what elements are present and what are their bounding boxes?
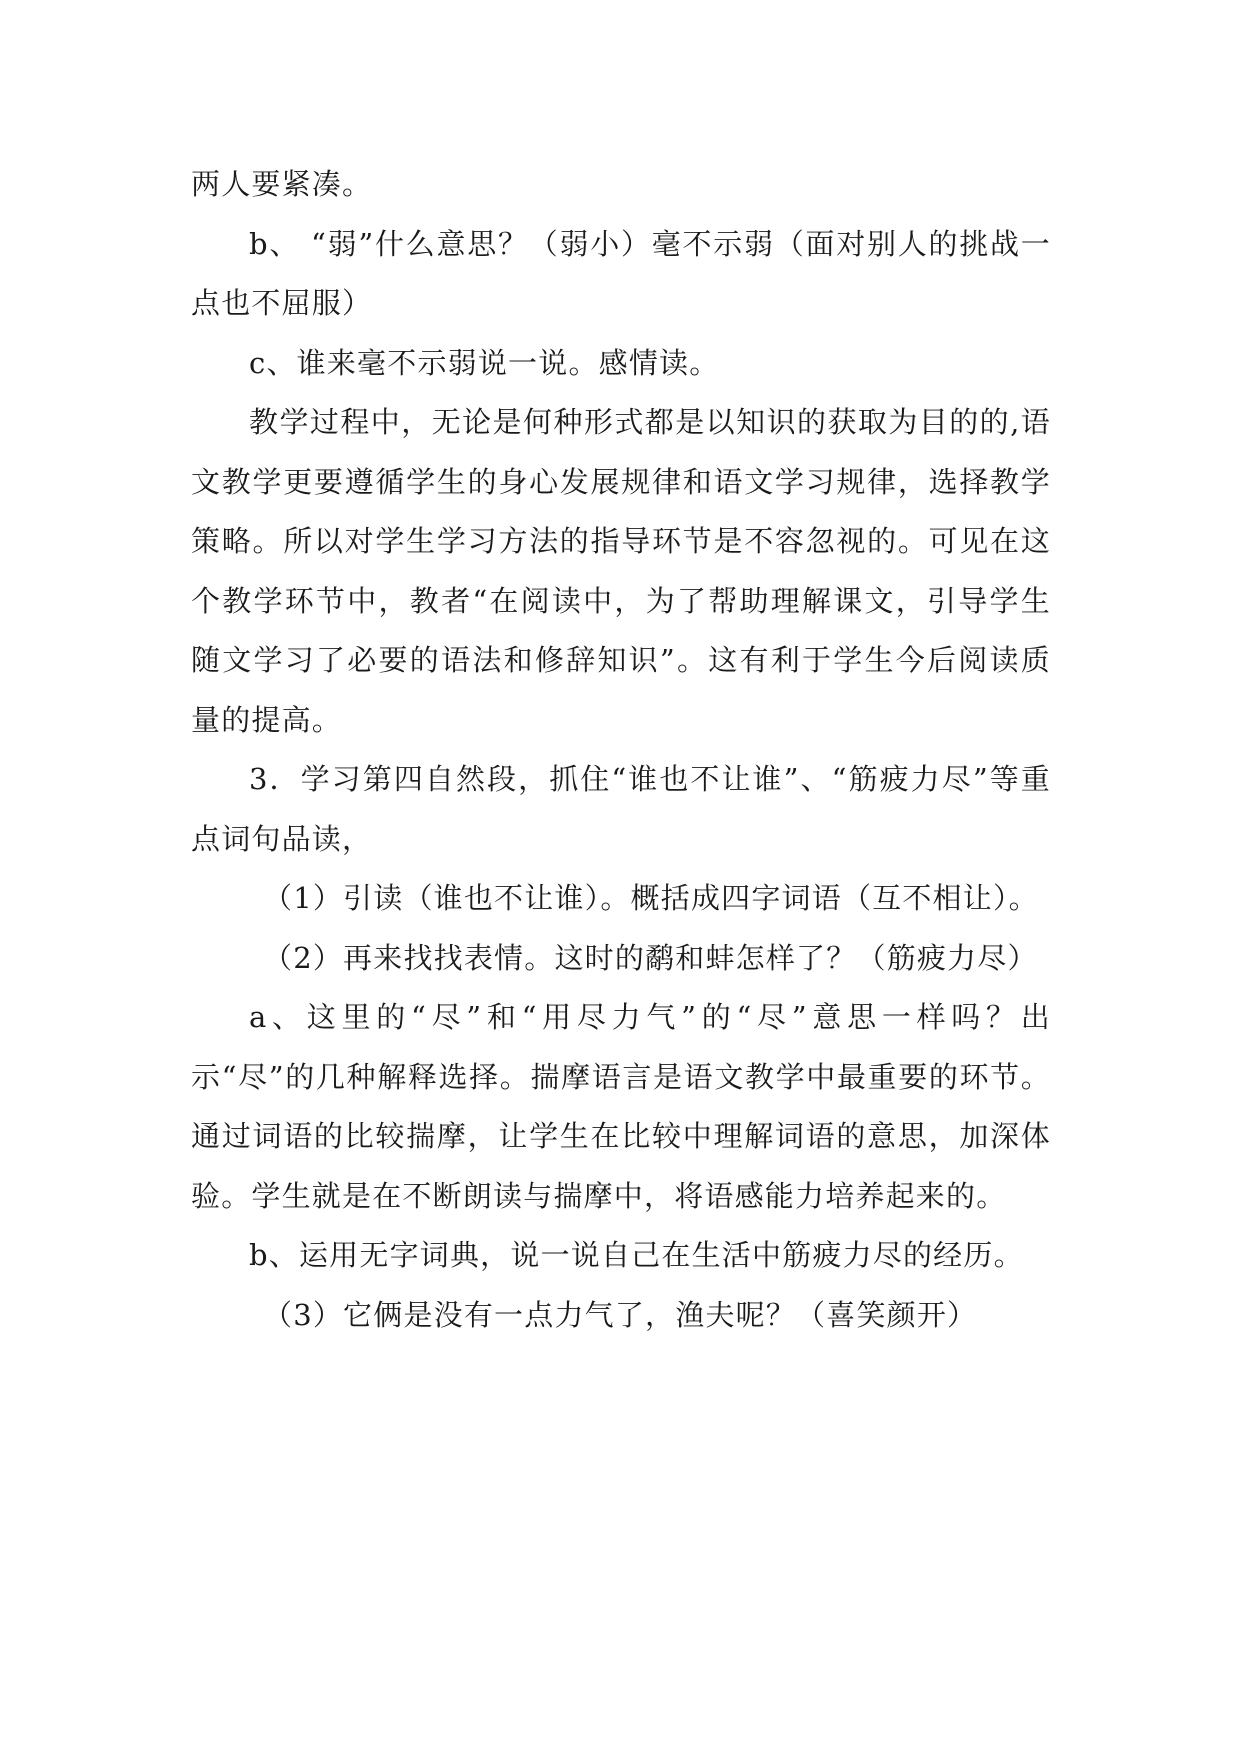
paragraph-sub-3: （3）它俩是没有一点力气了，渔夫呢？（喜笑颜开） [263,1297,978,1332]
paragraph-item-b-weak: b、 “弱”什么意思？（弱小）毫不示弱（面对别人的挑战一点也不屈服） [191,226,1051,320]
paragraph-teaching-commentary: 教学过程中，无论是何种形式都是以知识的获取为目的的,语文教学更要遵循学生的身心发展规律和语文学习规律，选择教学策略。所以对学生学习方法的指导环节是不容忽视的。可见在这个教学环节中，教者“在阅读中，为了帮助理解课文，引导学生随文学习了必要的语法和修辞知识”。这有利于学生今后阅读质量的提高。 [191,405,1051,737]
paragraph-sub-2: （2）再来找找表情。这时的鹬和蚌怎样了？（筋疲力尽） [263,940,1038,975]
paragraph-step-3: 3．学习第四自然段，抓住“谁也不让谁”、“筋疲力尽”等重点词句品读， [191,762,1051,856]
paragraph-item-c-read: c、谁来毫不示弱说一说。感情读。 [249,345,720,380]
paragraph-continuation: 两人要紧凑。 [191,167,373,201]
document-body [191,155,1051,1345]
paragraph-sub-1: （1）引读（谁也不让谁）。概括成四字词语（互不相让）。 [263,881,1039,915]
paragraph-item-a-meaning: a、这里的“尽”和“用尽力气”的“尽”意思一样吗？出示“尽”的几种解释选择。揣摩语言是语文教学中最重要的环节。通过词语的比较揣摩，让学生在比较中理解词语的意思，加深体验。学生就是在不断朗读与揣摩中，将语感能力培养起来的。 [191,1000,1051,1213]
paragraph-item-b-dictionary: b、运用无字词典，说一说自己在生活中筋疲力尽的经历。 [249,1238,1024,1272]
